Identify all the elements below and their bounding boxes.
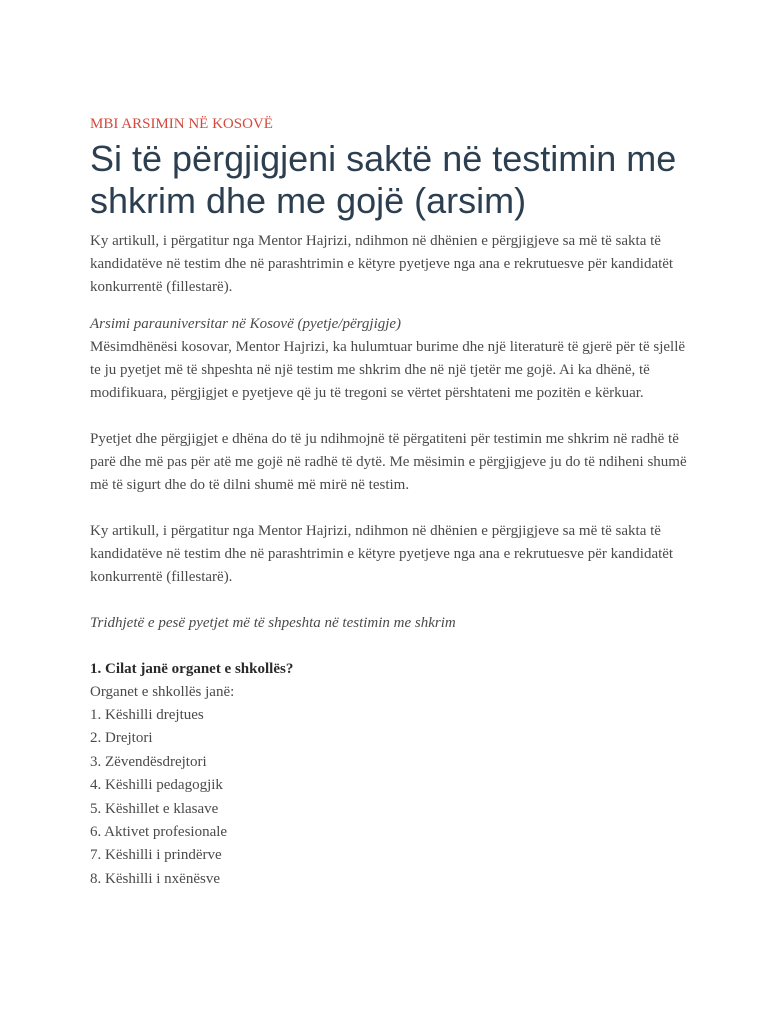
spacer [90,405,690,428]
list-item: 3. Zëvendësdrejtori [90,753,207,770]
answer-list [90,704,690,891]
article [90,114,690,891]
list-item: 5. Këshillet e klasave [90,800,219,817]
list-item: 2. Drejtori [90,730,153,747]
list-item: 7. Këshilli i prindërve [90,847,222,864]
intro-paragraph: Ky artikull, i përgatitur nga Mentor Hajrizi, ndihmon në dhënien e përgjigjeve sa më të sakta të kandidatëve në testim dhe në parashtrimin e këtyre pyetjeve nga ana e rekrutuesve për kandidatët konkurrentë (fillestarë). [90,233,674,295]
question-title: 1. Cilat janë organet e shkollës? [90,661,294,677]
list-item: 1. Këshilli drejtues [90,707,204,723]
list-item: 4. Këshilli pedagogjik [90,777,223,794]
category-label[interactable]: MBI ARSIMIN NË KOSOVË [90,116,273,132]
spacer [90,497,690,520]
list-item: 8. Këshilli i nxënësve [90,870,220,887]
list-item: 6. Aktivet profesionale [90,824,228,841]
paragraph-3: Ky artikull, i përgatitur nga Mentor Hajrizi, ndihmon në dhënien e përgjigjeve sa më të sakta të kandidatëve në testim dhe në parashtrimin e këtyre pyetjeve nga ana e rekrutuesve për kandidatët konkurrentë (fillestarë). [90,523,674,585]
spacer [90,589,690,612]
answer-lead: Organet e shkollës janë: [90,684,235,700]
paragraph-2: Pyetjet dhe përgjigjet e dhëna do të ju ndihmojnë të përgatiteni për testimin me shkrim në radhë të parë dhe më pas për atë me gojë në radhë të dytë. Me mësimin e përgjigjeve ju do të ndiheni shumë më të sigurt dhe do të dilni shumë më mirë në testim. [90,431,687,493]
paragraph-1: Mësimdhënësi kosovar, Mentor Hajrizi, ka hulumtuar burime dhe një literaturë të gjerë për të sjellë te ju pyetjet më të shpeshta në një testim me shkrim dhe në një tjetër me gojë. Ai ka dhënë, të modifikuara, përgjigjet e pyetjeve që ju të tregoni se vërtet përshtateni me pozitën e kërkuar. [90,339,686,401]
section-heading: Tridhjetë e pesë pyetjet më të shpeshta në testimin me shkrim [90,615,456,631]
spacer [90,635,690,658]
subheading: Arsimi parauniversitar në Kosovë (pyetje/përgjigje) [90,316,402,332]
spacer [90,299,690,313]
article-title: Si të përgjigjeni saktë në testimin me shkrim dhe me gojë (arsim) [90,138,677,221]
